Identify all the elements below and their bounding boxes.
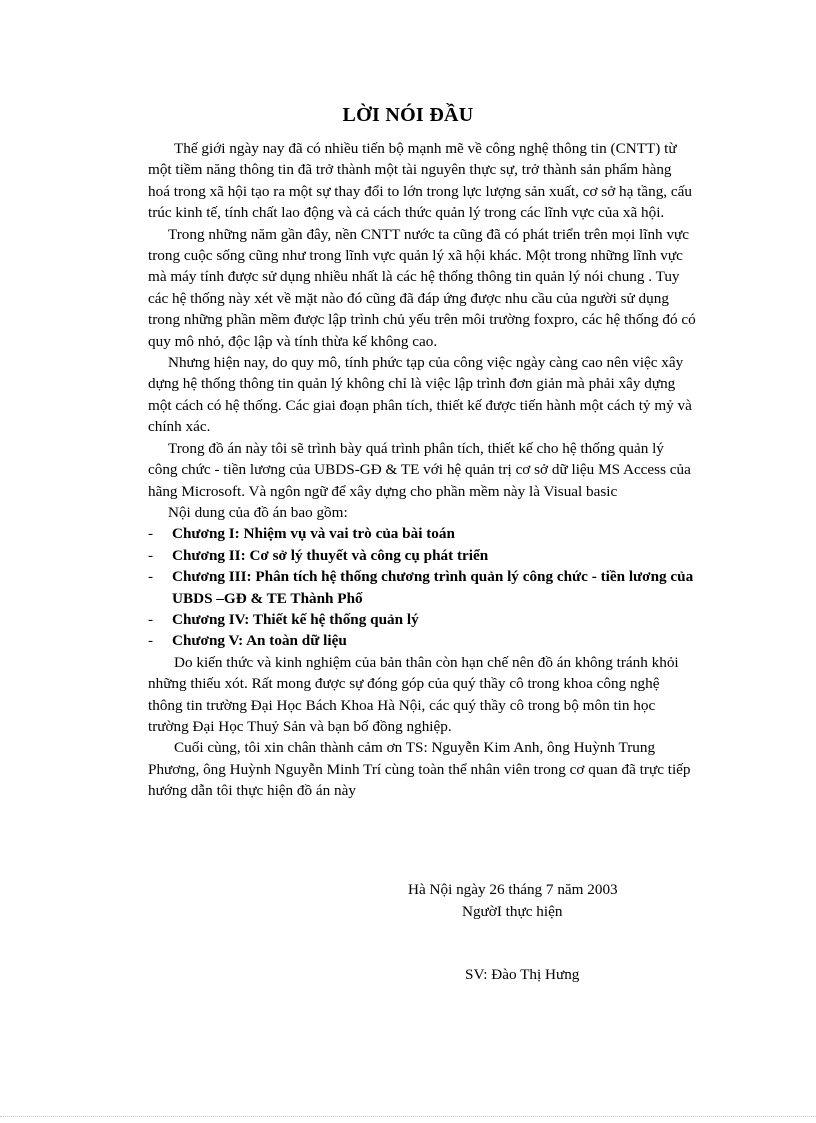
chapter-label: Chương IV: Thiết kế hệ thống quản lý — [172, 610, 419, 628]
chapter-label: Chương V: An toàn dữ liệu — [172, 632, 347, 650]
list-dash: - — [148, 546, 154, 564]
chapter-item — [148, 566, 696, 609]
signature-role: NgườI thực hiện — [462, 903, 563, 920]
list-dash: - — [148, 632, 154, 650]
chapter-label: Chương I: Nhiệm vụ và vai trò của bài toán — [172, 525, 455, 543]
page-bottom-divider — [0, 1116, 816, 1117]
signature-date: Hà Nội ngày 26 tháng 7 năm 2003 — [408, 881, 618, 898]
signature-name: SV: Đào Thị Hưng — [465, 966, 580, 983]
list-dash: - — [148, 568, 154, 586]
list-dash: - — [148, 610, 154, 628]
list-dash: - — [148, 525, 154, 543]
chapter-item — [148, 630, 696, 651]
page-title: LỜI NÓI ĐẦU — [342, 104, 474, 126]
paragraph-intro: Thế giới ngày nay đã có nhiều tiến bộ mạnh mẽ về công nghệ thông tin (CNTT) từ một tiềm năng thông tin đã trở thành một tài nguyên thực sự, trở thành sản phẩm hàng hoá trong xã hội tạo ra một sự thay đổi to lớn trong lực lượng sản xuất, cơ sở hạ tầng, cấu trúc kinh tế, tính chất lao động và cả cách thức quản lý trong các lĩnh vực của xã hội. — [148, 140, 692, 222]
chapter-label: Chương II: Cơ sở lý thuyết và công cụ phát triển — [172, 546, 489, 564]
chapter-item — [148, 609, 696, 630]
paragraph-contents-heading: Nội dung của đồ án bao gồm: — [168, 503, 348, 521]
paragraph-acknowledgement: Cuối cùng, tôi xin chân thành cảm ơn TS: Nguyễn Kim Anh, ông Huỳnh Trung Phương, ông Huỳnh Nguyễn Minh Trí cùng toàn thể nhân viên trong cơ quan đã trực tiếp hướng dẫn tôi thực hiện đồ án này — [148, 739, 691, 800]
paragraph-current-needs: Nhưng hiện nay, do quy mô, tính phức tạp của công việc ngày càng cao nên việc xây dựng hệ thống thông tin quản lý không chỉ là việc lập trình đơn giản mà phải xây dựng một cách có hệ thống. Các giai đoạn phân tích, thiết kế được tiến hành một cách tỷ mỷ và chính xác. — [148, 354, 692, 436]
chapter-item — [148, 523, 696, 544]
chapter-label: Chương III: Phân tích hệ thống chương trình quản lý công chức - tiền lương của UBDS –GĐ & TE Thành Phố — [172, 568, 694, 607]
chapter-item — [148, 545, 696, 566]
chapter-list — [148, 523, 696, 651]
paragraph-limitations: Do kiến thức và kinh nghiệm của bản thân còn hạn chế nên đồ án không tránh khỏi những thiếu xót. Rất mong được sự đóng góp của quý thầy cô trong khoa công nghệ thông tin trường Đại Học Bách Khoa Hà Nội, các quý thầy cô trong bộ môn tin học trường Đại Học Thuỷ Sản và bạn bố đồng nghiệp. — [148, 653, 679, 735]
document-body — [148, 138, 696, 802]
paragraph-recent-years: Trong những năm gần đây, nền CNTT nước ta cũng đã có phát triển trên mọi lĩnh vực trong cuộc sống cũng như trong lĩnh vực quản lý xã hội khác. Một trong những lĩnh vực mà máy tính được sử dụng nhiều nhất là các hệ thống thông tin quản lý nói chung . Tuy các hệ thống này xét về mặt nào đó cũng đã đáp ứng được nhu cầu của người sử dụng trong những phần mềm được lập trình chủ yếu trên môi trường foxpro, các hệ thống đó có quy mô nhỏ, độc lập và tính thừa kế không cao. — [148, 225, 696, 350]
paragraph-project-scope: Trong đồ án này tôi sẽ trình bày quá trình phân tích, thiết kế cho hệ thống quản lý công chức - tiền lương của UBDS-GĐ & TE với hệ quản trị cơ sở dữ liệu MS Access của hãng Microsoft. Và ngôn ngữ để xây dựng cho phần mềm này là Visual basic — [148, 439, 691, 500]
